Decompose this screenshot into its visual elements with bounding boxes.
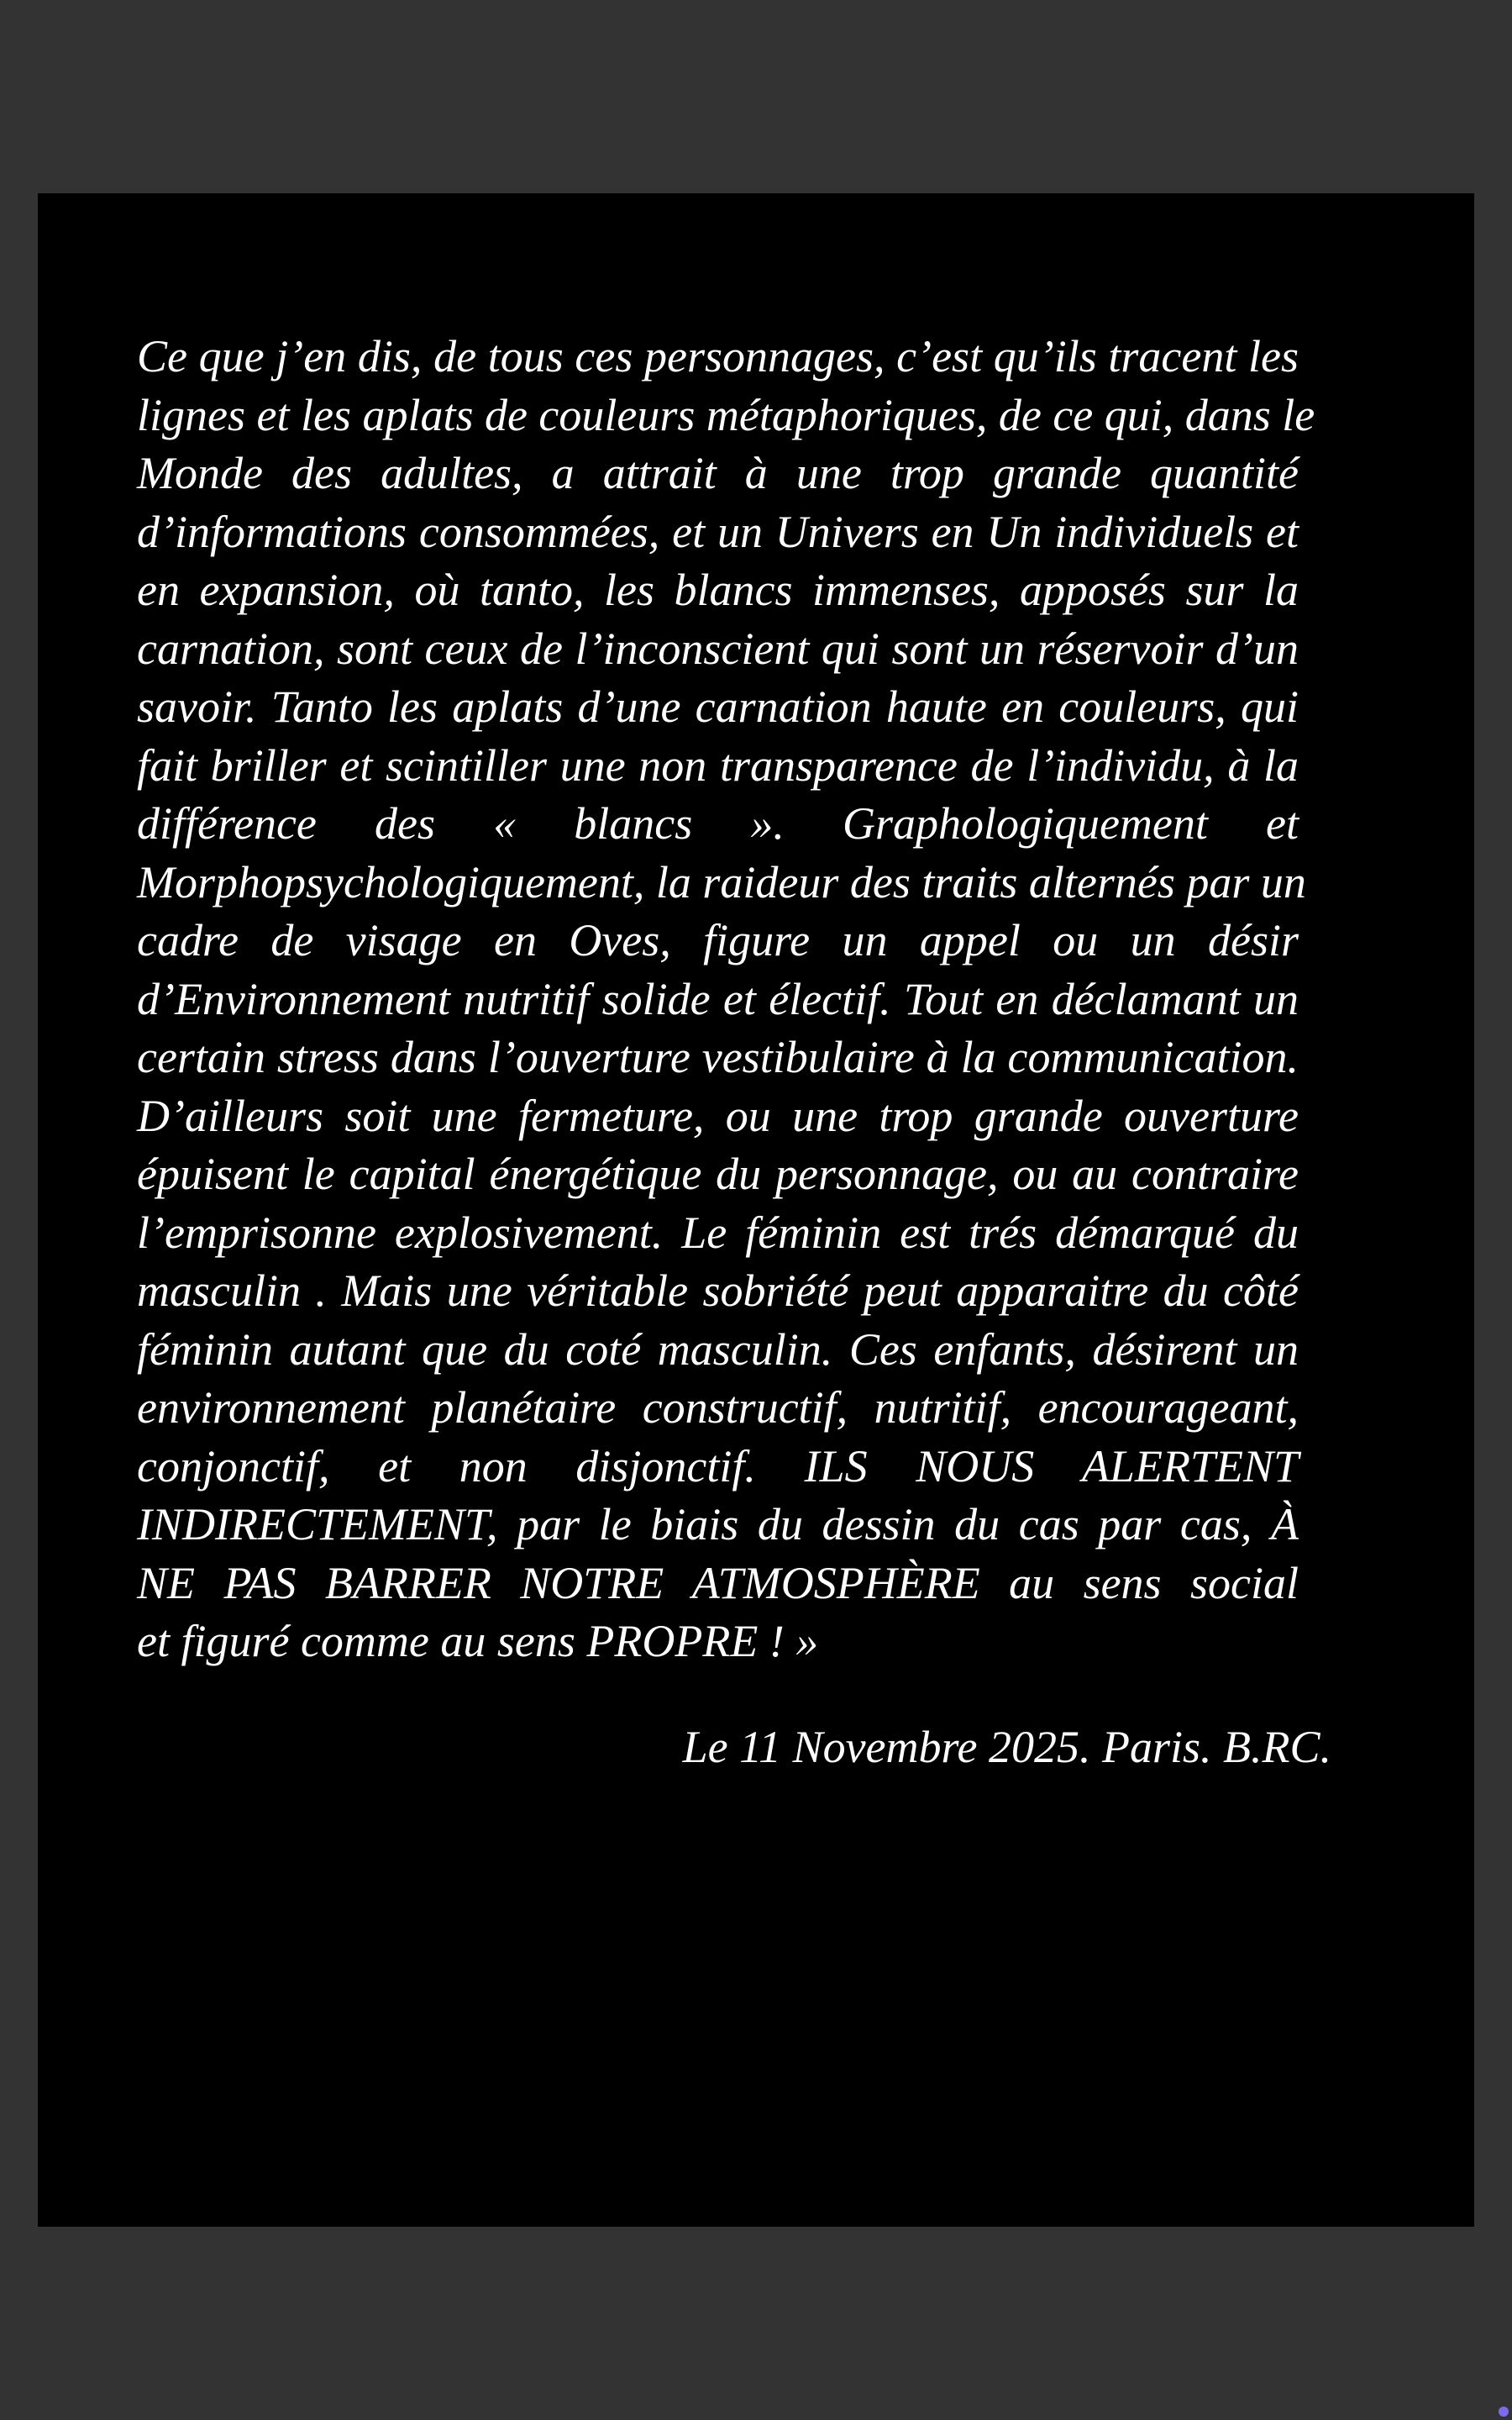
signature-date-line: Le 11 Novembre 2025. Paris. B.RC. (682, 1722, 1331, 1772)
paragraph-line: Ce que j’en dis, de tous ces personnages, c’est qu’ils tracent les (137, 331, 1299, 381)
paragraph-line: différence des « blancs ». Graphologiquement et (137, 798, 1299, 849)
paragraph-line: épuisent le capital énergétique du personnage, ou au contraire (137, 1149, 1299, 1199)
paragraph-line: Monde des adultes, a attrait à une trop grande quantité (137, 448, 1299, 498)
paragraph-line: environnement planétaire constructif, nutritif, encourageant, (137, 1382, 1299, 1433)
status-dot-icon (1499, 2407, 1509, 2417)
paragraph-line: d’informations consommées, et un Univers en Un individuels et (137, 506, 1299, 557)
paragraph-line: carnation, sont ceux de l’inconscient qui sont un réservoir d’un (137, 623, 1299, 674)
paragraph-line: certain stress dans l’ouverture vestibulaire à la communication. (137, 1032, 1299, 1082)
paragraph-line: et figuré comme au sens PROPRE ! » (137, 1616, 819, 1666)
paragraph-line: Morphopsychologiquement, la raideur des traits alternés par un (137, 856, 1306, 908)
paragraph-line: NE PAS BARRER NOTRE ATMOSPHÈRE au sens social (137, 1557, 1299, 1608)
paragraph-line: d’Environnement nutritif solide et électif. Tout en déclamant un (137, 973, 1299, 1024)
paragraph-line: l’emprisonne explosivement. Le féminin est trés démarqué du (137, 1207, 1299, 1258)
paragraph-line: féminin autant que du coté masculin. Ces enfants, désirent un (137, 1323, 1299, 1375)
paragraph-line: fait briller et scintiller une non transparence de l’individu, à la (137, 739, 1299, 791)
paragraph-line: D’ailleurs soit une fermeture, ou une trop grande ouverture (137, 1090, 1299, 1141)
paragraph-line: conjonctif, et non disjonctif. ILS NOUS ALERTENT (137, 1440, 1299, 1491)
paragraph-line: en expansion, où tanto, les blancs immenses, apposés sur la (137, 565, 1299, 615)
paragraph-line: cadre de visage en Oves, figure un appel ou un désir (137, 915, 1299, 965)
paragraph-line: INDIRECTEMENT, par le biais du dessin du cas par cas, À (137, 1499, 1299, 1549)
paragraph-line: savoir. Tanto les aplats d’une carnation haute en couleurs, qui (137, 681, 1299, 732)
paragraph-line: lignes et les aplats de couleurs métaphoriques, de ce qui, dans le (137, 389, 1315, 440)
body-paragraph (137, 328, 1315, 1671)
paragraph-line: masculin . Mais une véritable sobriété peut apparaitre du côté (137, 1265, 1299, 1316)
